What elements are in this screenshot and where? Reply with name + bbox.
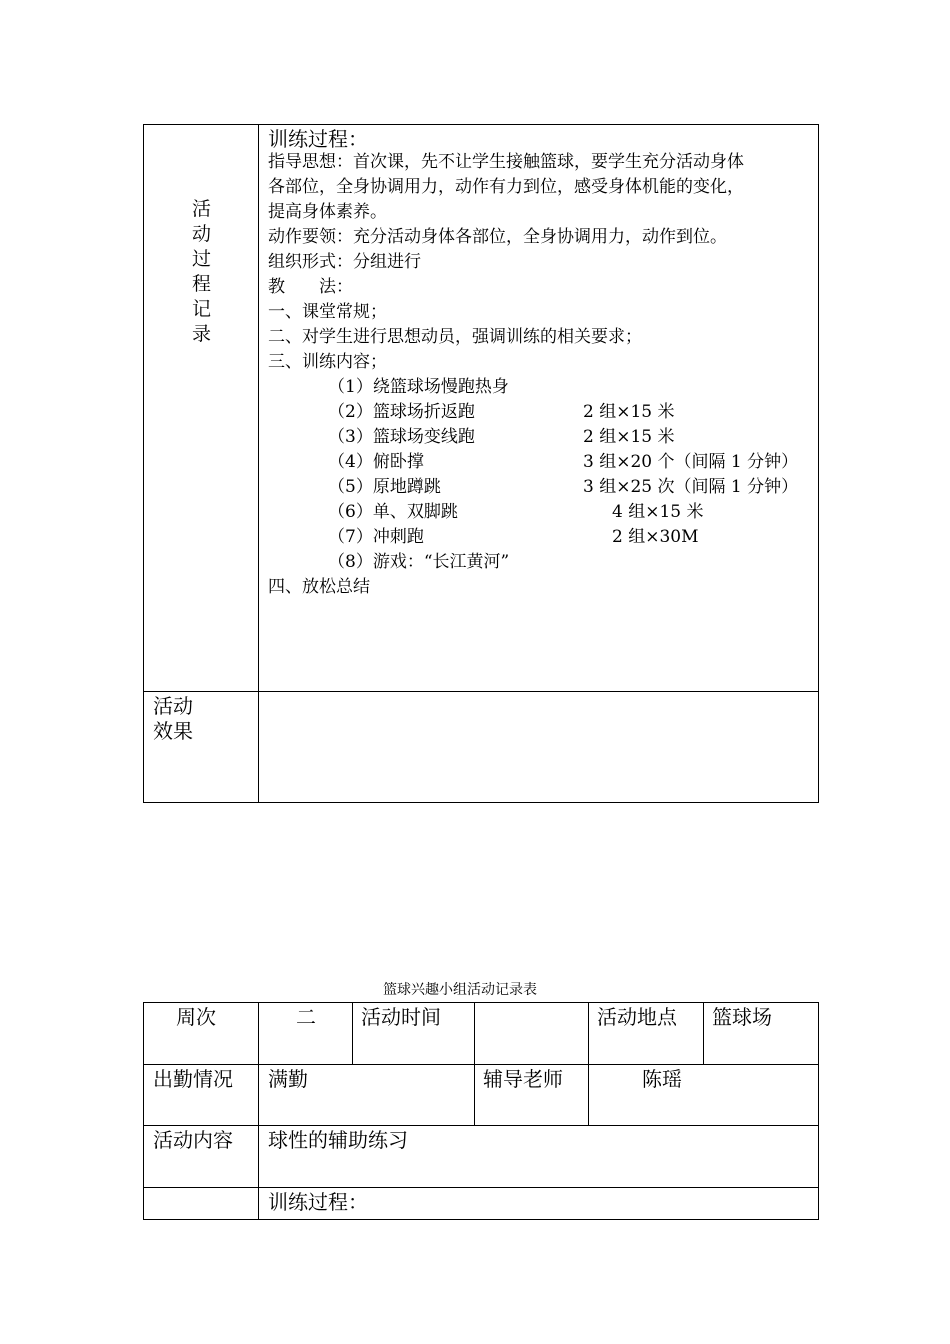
training-item-name: （1）绕篮球场慢跑热身	[328, 377, 509, 397]
table2-column-divider	[352, 1002, 353, 1064]
training-item-name: （6）单、双脚跳	[328, 502, 458, 522]
process-label-char: 录	[192, 323, 212, 345]
training-item-amount: 2 组×15 米	[583, 402, 675, 422]
process-heading: 训练过程：	[268, 1190, 368, 1214]
step-item: 三、训练内容；	[268, 352, 387, 372]
activity-place-value: 篮球场	[712, 1005, 772, 1029]
training-item-amount: 2 组×30M	[612, 527, 699, 547]
attendance-value: 满勤	[268, 1067, 308, 1091]
table1-row-divider	[143, 691, 819, 692]
table2-column-divider	[258, 1002, 259, 1220]
table2-column-divider	[474, 1002, 475, 1125]
table2-row-divider	[143, 1125, 819, 1126]
process-label-char: 过	[192, 248, 212, 270]
step-item: 四、放松总结	[268, 577, 370, 597]
training-item-name: （7）冲刺跑	[328, 527, 424, 547]
training-item-amount: 4 组×15 米	[612, 502, 704, 522]
table2-column-divider	[588, 1002, 589, 1125]
activity-time-label: 活动时间	[361, 1005, 441, 1029]
training-item-name: （2）篮球场折返跑	[328, 402, 475, 422]
training-item-name: （4）俯卧撑	[328, 452, 424, 472]
table-caption: 篮球兴趣小组活动记录表	[383, 982, 537, 998]
training-item-name: （3）篮球场变线跑	[328, 427, 475, 447]
week-value: 二	[296, 1005, 316, 1029]
training-item-amount: 2 组×15 米	[583, 427, 675, 447]
process-label-char: 程	[192, 273, 212, 295]
guiding-thought: 提高身体素养。	[268, 202, 387, 222]
teacher-label: 辅导老师	[483, 1067, 563, 1091]
step-item: 二、对学生进行思想动员，强调训练的相关要求；	[268, 327, 642, 347]
key-points: 动作要领：充分活动身体各部位，全身协调用力，动作到位。	[268, 227, 727, 247]
guiding-thought: 各部位，全身协调用力，动作有力到位，感受身体机能的变化，	[268, 177, 744, 197]
process-heading: 训练过程：	[268, 127, 368, 151]
effect-label: 效果	[153, 719, 193, 743]
effect-label: 活动	[153, 694, 193, 718]
activity-content-label: 活动内容	[153, 1128, 233, 1152]
table1-column-divider	[258, 124, 259, 803]
step-item: 一、课堂常规；	[268, 302, 387, 322]
activity-place-label: 活动地点	[597, 1005, 677, 1029]
training-item-amount: 3 组×20 个（间隔 1 分钟）	[583, 452, 799, 472]
table2-row-divider	[143, 1064, 819, 1065]
process-label-char: 活	[192, 198, 212, 220]
training-item-name: （8）游戏：“长江黄河”	[328, 552, 510, 572]
table2-row-divider	[143, 1187, 819, 1188]
activity-content-value: 球性的辅助练习	[268, 1128, 408, 1152]
guiding-thought: 指导思想：首次课，先不让学生接触篮球，要学生充分活动身体	[268, 152, 744, 172]
teacher-value: 陈瑶	[642, 1067, 682, 1091]
table2-column-divider	[703, 1002, 704, 1064]
process-label-char: 动	[192, 223, 212, 245]
week-label: 周次	[176, 1005, 216, 1029]
method-label: 教 法：	[268, 277, 353, 297]
training-item-name: （5）原地蹲跳	[328, 477, 441, 497]
organization: 组织形式：分组进行	[268, 252, 421, 272]
training-item-amount: 3 组×25 次（间隔 1 分钟）	[583, 477, 799, 497]
process-label-char: 记	[192, 298, 212, 320]
attendance-label: 出勤情况	[153, 1067, 233, 1091]
